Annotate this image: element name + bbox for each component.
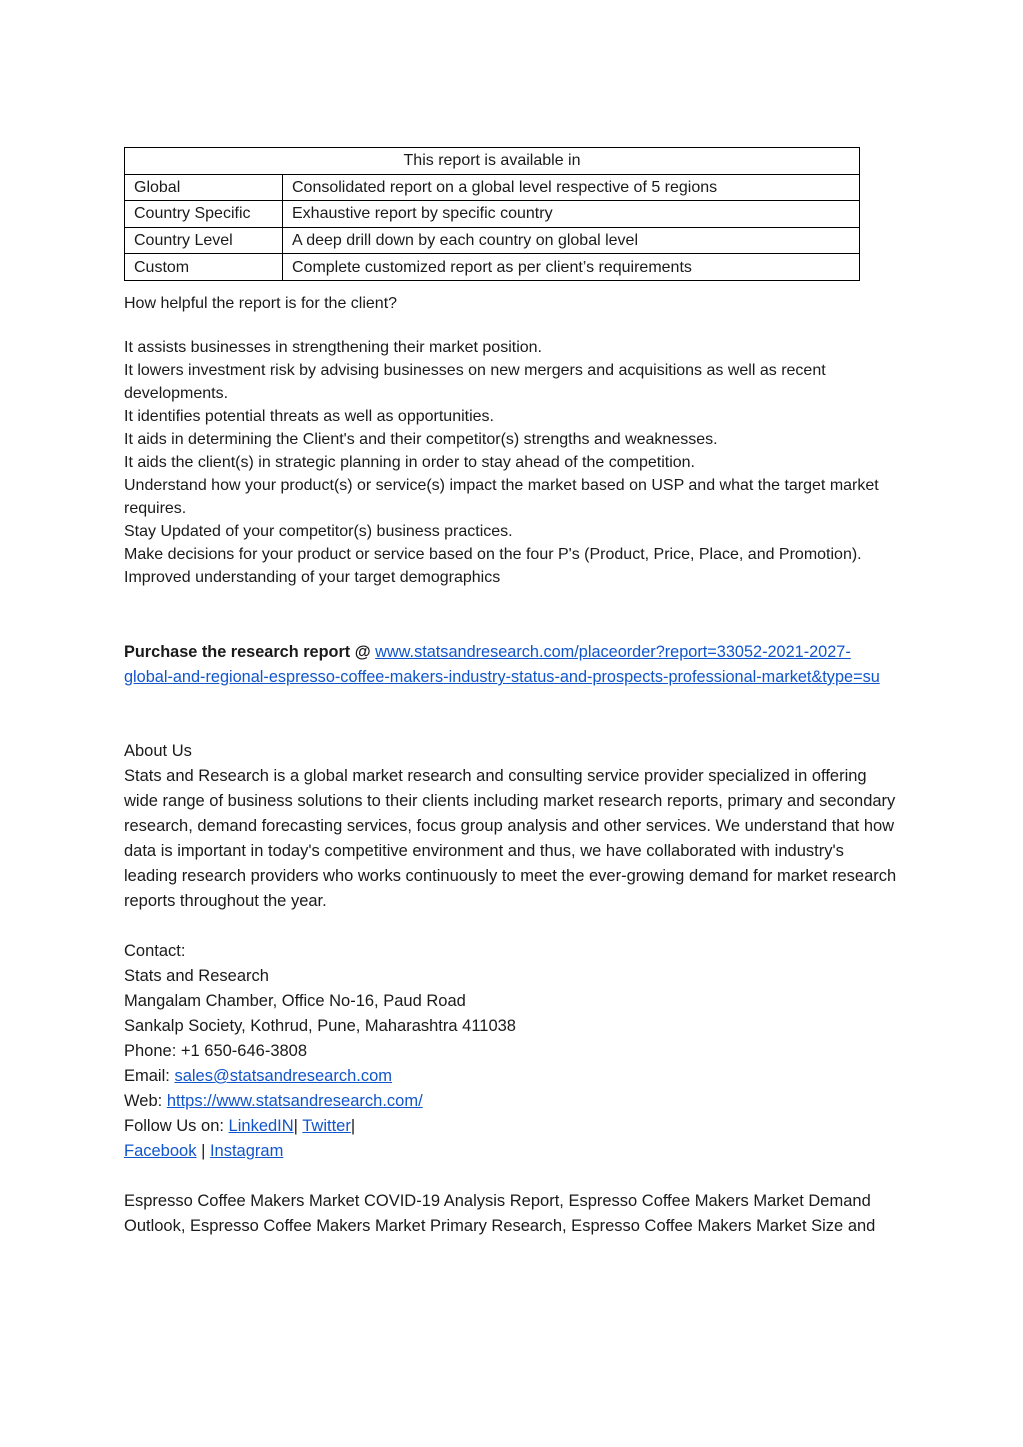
table-cell-label: Custom: [125, 254, 283, 281]
table-row: [125, 254, 860, 281]
keywords-text: Espresso Coffee Makers Market COVID-19 Analysis Report, Espresso Coffee Makers Market Demand Outlook, Espresso Coffee Makers Market Primary Research, Espresso Coffee Makers Market Size and: [124, 1191, 876, 1235]
separator: |: [350, 1116, 356, 1135]
web-label: Web:: [124, 1091, 163, 1110]
about-title: About Us: [124, 741, 192, 760]
table-row: [125, 174, 860, 201]
linkedin-link[interactable]: LinkedIN: [228, 1116, 294, 1135]
contact-phone: Phone: +1 650-646-3808: [124, 1041, 308, 1060]
list-item: It aids in determining the Client's and their competitor(s) strengths and weaknesses.: [124, 430, 718, 448]
list-item: Improved understanding of your target demographics: [124, 568, 501, 586]
instagram-link[interactable]: Instagram: [209, 1141, 284, 1160]
list-item: Understand how your product(s) or service(s) impact the market based on USP and what the target market requires.: [124, 476, 879, 517]
list-item: Make decisions for your product or service based on the four P's (Product, Price, Place, and Promotion).: [124, 545, 862, 563]
purchase-section: [124, 640, 899, 690]
separator: |: [201, 1141, 206, 1160]
table-cell-desc: Exhaustive report by specific country: [283, 201, 860, 228]
table-row: [125, 201, 860, 228]
separator: |: [293, 1116, 298, 1135]
table-cell-desc: A deep drill down by each country on global level: [283, 227, 860, 254]
email-label: Email:: [124, 1066, 170, 1085]
contact-email-row: [124, 1064, 899, 1089]
benefits-list: [124, 336, 899, 589]
email-link[interactable]: sales@statsandresearch.com: [174, 1066, 393, 1085]
list-item: Stay Updated of your competitor(s) business practices.: [124, 522, 513, 540]
page-content: [124, 147, 899, 1239]
contact-address-line2: Sankalp Society, Kothrud, Pune, Maharashtra 411038: [124, 1016, 516, 1035]
contact-title: Contact:: [124, 941, 186, 960]
table-cell-desc: Consolidated report on a global level respective of 5 regions: [283, 174, 860, 201]
contact-address-line1: Mangalam Chamber, Office No-16, Paud Road: [124, 991, 466, 1010]
contact-section: [124, 939, 899, 1164]
twitter-link[interactable]: Twitter: [302, 1116, 351, 1135]
table-cell-desc: Complete customized report as per client’s requirements: [283, 254, 860, 281]
list-item: It aids the client(s) in strategic planning in order to stay ahead of the competition.: [124, 453, 695, 471]
contact-web-row: [124, 1089, 899, 1114]
table-cell-label: Country Level: [125, 227, 283, 254]
web-link[interactable]: https://www.statsandresearch.com/: [166, 1091, 423, 1110]
table-row: [125, 227, 860, 254]
table-cell-label: Country Specific: [125, 201, 283, 228]
about-text: Stats and Research is a global market research and consulting service provider specialized in offering wide range of business solutions to their clients including market research reports, primary and secondary research, demand forecasting services, focus group analysis and other services. We understand that how data is important in today's competitive environment and thus, we have collaborated with industry's leading research providers who works continuously to meet the ever-growing demand for market research reports throughout the year.: [124, 766, 897, 910]
purchase-label: Purchase the research report @: [124, 642, 371, 661]
social-row: [124, 1139, 899, 1164]
facebook-link[interactable]: Facebook: [124, 1141, 197, 1160]
follow-row: [124, 1114, 899, 1139]
list-item: It identifies potential threats as well as opportunities.: [124, 407, 494, 425]
helpful-question: How helpful the report is for the client?: [124, 294, 398, 312]
follow-label: Follow Us on:: [124, 1116, 224, 1135]
list-item: It assists businesses in strengthening their market position.: [124, 338, 542, 356]
availability-table: [124, 147, 860, 281]
table-cell-label: Global: [125, 174, 283, 201]
purchase-link[interactable]: www.statsandresearch.com/placeorder?report=33052-2021-2027-global-and-regional-espresso-coffee-makers-industry-status-and-prospects-professional-market&type=su: [124, 642, 880, 686]
table-header-row: [125, 148, 860, 175]
list-item: It lowers investment risk by advising businesses on new mergers and acquisitions as well as recent developments.: [124, 361, 826, 402]
contact-company: Stats and Research: [124, 966, 269, 985]
table-header: This report is available in: [125, 148, 860, 175]
